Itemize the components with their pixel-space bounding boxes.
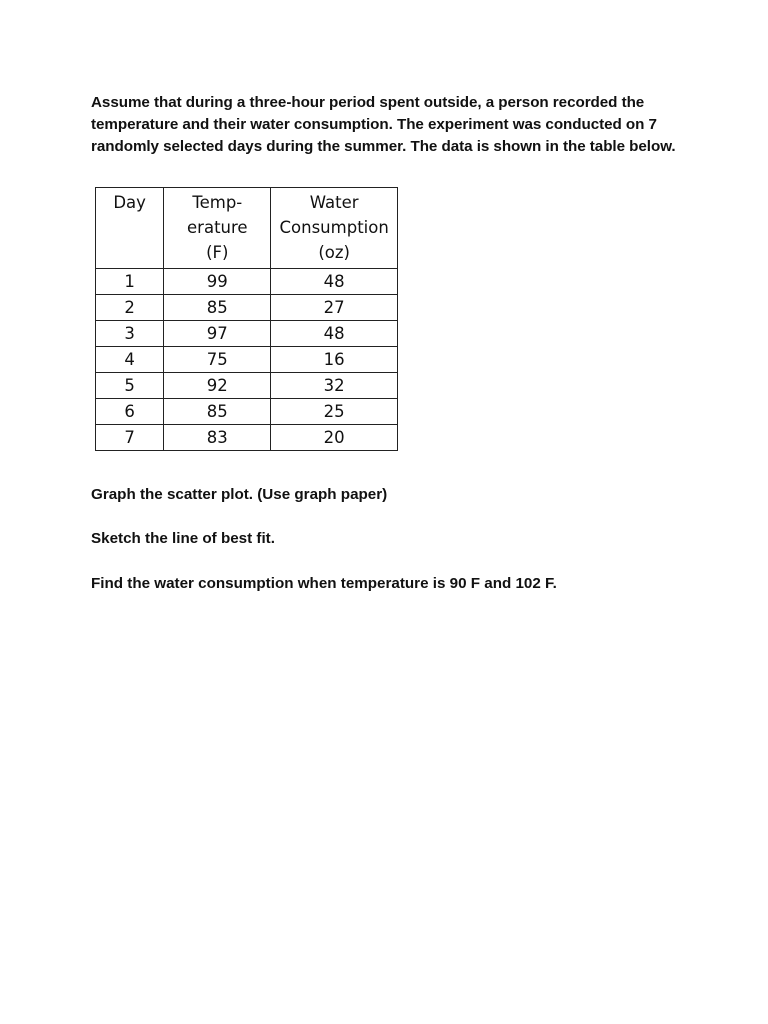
table-header-row xyxy=(96,188,398,269)
water-cell: 48 xyxy=(271,269,398,295)
temperature-cell: 85 xyxy=(164,399,271,425)
water-cell: 48 xyxy=(271,321,398,347)
day-cell: 6 xyxy=(96,399,164,425)
water-cell: 25 xyxy=(271,399,398,425)
day-cell: 7 xyxy=(96,425,164,451)
water-cell: 32 xyxy=(271,373,398,399)
table-row xyxy=(96,373,398,399)
temperature-cell: 92 xyxy=(164,373,271,399)
temperature-cell: 83 xyxy=(164,425,271,451)
temperature-cell: 99 xyxy=(164,269,271,295)
table-row xyxy=(96,295,398,321)
temperature-header-line-2: erature xyxy=(187,218,248,237)
temperature-header-line-3: (F) xyxy=(206,243,229,262)
intro-paragraph: Assume that during a three-hour period spent outside, a person recorded the temperature and their water consumption. The experiment was conducted on 7 randomly selected days during the summer. The data is shown in the table below. xyxy=(91,94,676,155)
table-row xyxy=(96,321,398,347)
table-row xyxy=(96,347,398,373)
day-header-line-1: Day xyxy=(113,193,146,212)
water-header-line-2: Consumption xyxy=(279,218,389,237)
temperature-cell: 85 xyxy=(164,295,271,321)
water-cell: 16 xyxy=(271,347,398,373)
day-cell: 4 xyxy=(96,347,164,373)
table-row xyxy=(96,269,398,295)
table-body xyxy=(96,269,398,451)
water-consumption-question: Find the water consumption when temperature is 90 F and 102 F. xyxy=(91,575,557,592)
scatter-plot-question: Graph the scatter plot. (Use graph paper) xyxy=(91,486,388,503)
line-of-best-fit-question: Sketch the line of best fit. xyxy=(91,530,275,547)
day-column-header xyxy=(96,188,164,269)
day-cell: 5 xyxy=(96,373,164,399)
table-row xyxy=(96,399,398,425)
day-cell: 2 xyxy=(96,295,164,321)
water-cell: 27 xyxy=(271,295,398,321)
temperature-cell: 97 xyxy=(164,321,271,347)
water-header-line-1: Water xyxy=(309,193,359,212)
day-cell: 3 xyxy=(96,321,164,347)
water-column-header xyxy=(271,188,398,269)
water-header-line-3: (oz) xyxy=(318,243,350,262)
temperature-water-table xyxy=(95,187,398,451)
temperature-column-header xyxy=(164,188,271,269)
water-cell: 20 xyxy=(271,425,398,451)
table-row xyxy=(96,425,398,451)
temperature-header-line-1: Temp- xyxy=(192,193,243,212)
day-cell: 1 xyxy=(96,269,164,295)
table-header xyxy=(96,188,398,269)
temperature-cell: 75 xyxy=(164,347,271,373)
